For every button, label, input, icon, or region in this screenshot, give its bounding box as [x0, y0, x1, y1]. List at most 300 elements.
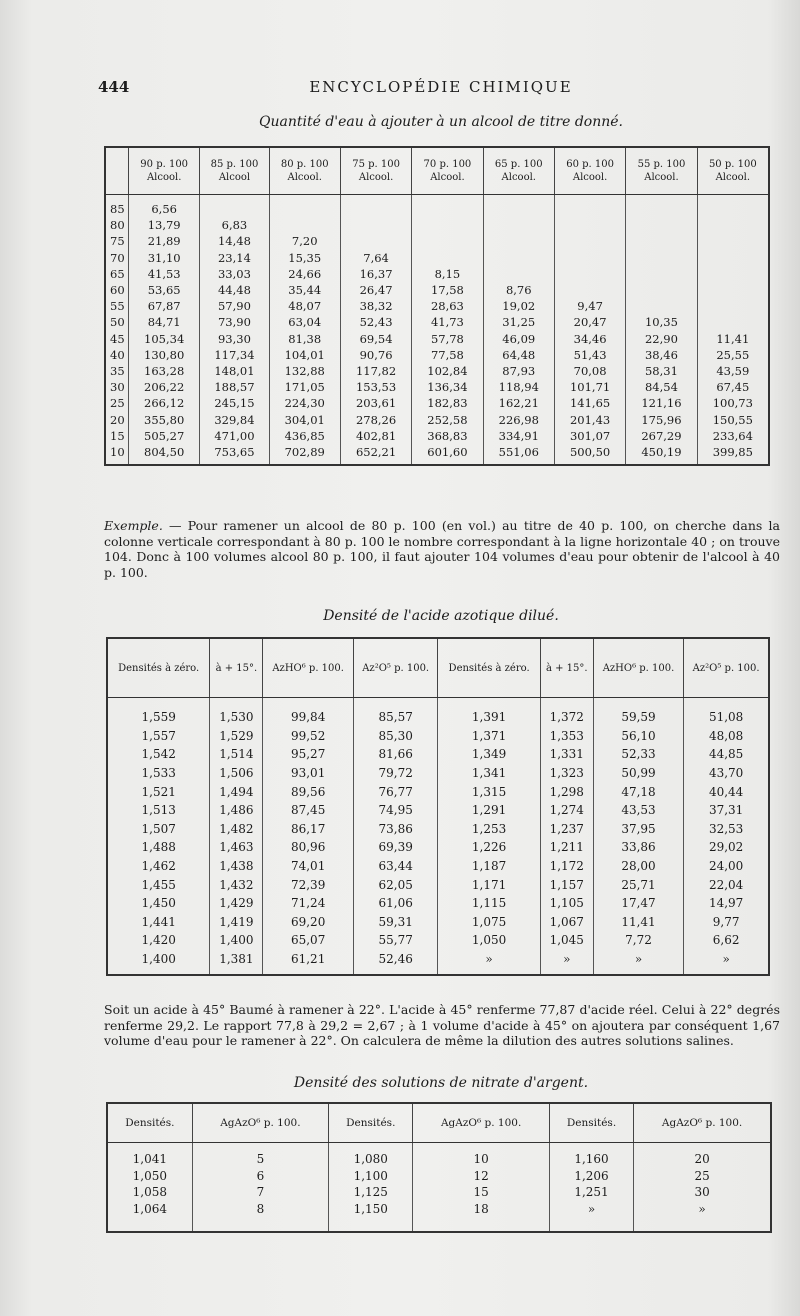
- table-cell: 9,77: [684, 913, 769, 932]
- table-cell: 201,43: [554, 411, 625, 427]
- table-cell: 30: [110, 380, 125, 395]
- table-row: [107, 1201, 771, 1233]
- table-cell: 148,01: [200, 363, 269, 379]
- table-cell: 1,513: [141, 803, 176, 818]
- dilution-paragraph: Soit un acide à 45° Baumé à ramener à 22°. L'acide à 45° renferme 77,87 d'acide réel. Celui à 22° degrés renferme 29,2. Le rapport 77,8 à 29,2 = 2,67 ; à 1 volume d'acide à 45° on ajoutera par conséquent 1,67 volume d'eau pour le ramener à 22°. On calculera de même la dilution des autres solutions salines.: [104, 1002, 780, 1049]
- table-cell: 753,65: [200, 444, 269, 465]
- table-cell: 25,55: [697, 347, 769, 363]
- table-cell: [626, 233, 697, 249]
- table-cell: »: [684, 950, 769, 976]
- table-cell: 1,450: [141, 896, 176, 911]
- table-cell: 40,44: [684, 782, 769, 801]
- table-cell: 206,22: [129, 379, 200, 395]
- table-cell: 171,05: [269, 379, 340, 395]
- table-cell: 1,045: [540, 931, 593, 950]
- table-cell: [697, 266, 769, 282]
- table-cell: [697, 314, 769, 330]
- table-row: [107, 1143, 771, 1168]
- table-cell: »: [634, 1201, 771, 1233]
- column-header: AzHO⁶ p. 100.: [593, 638, 683, 698]
- table-cell: 1,075: [438, 913, 540, 932]
- table-cell: [483, 195, 554, 218]
- table-cell: 50,99: [593, 764, 683, 783]
- table-cell: 551,06: [483, 444, 554, 465]
- table-cell: [483, 233, 554, 249]
- table-cell: [554, 266, 625, 282]
- table-cell: 121,16: [626, 395, 697, 411]
- table-cell: 1,274: [540, 801, 593, 820]
- table-cell: 1,157: [540, 875, 593, 894]
- table-cell: 1,372: [540, 698, 593, 727]
- table-cell: 35,44: [269, 282, 340, 298]
- table-cell: 11,41: [697, 331, 769, 347]
- table-cell: 1,050: [132, 1168, 168, 1183]
- table-cell: 7: [192, 1184, 328, 1201]
- table-cell: 63,44: [353, 857, 438, 876]
- table-cell: 1,050: [438, 931, 540, 950]
- table-cell: 55,77: [353, 931, 438, 950]
- table-cell: [200, 195, 269, 218]
- column-header: 90 p. 100 Alcool.: [129, 147, 200, 195]
- table-cell: 72,39: [263, 875, 353, 894]
- table-cell: 64,48: [483, 347, 554, 363]
- table-row: [107, 875, 769, 894]
- table-cell: 1,455: [141, 877, 176, 892]
- table-row: [105, 282, 769, 298]
- table-header-row: [107, 638, 769, 698]
- table-cell: 14,97: [684, 894, 769, 913]
- table-cell: »: [438, 950, 540, 976]
- table-cell: 182,83: [412, 395, 483, 411]
- table-cell: 28,00: [593, 857, 683, 876]
- table-cell: 1,400: [210, 931, 263, 950]
- table-cell: 55: [110, 299, 125, 314]
- example-text: — Pour ramener un alcool de 80 p. 100 (en vol.) au titre de 40 p. 100, on cherche dans la colonne verticale correspondant à 80 p. 100 le nombre correspondant à la ligne horizontale 40 ; on trouve 104. Donc à 100 volumes alcool 80 p. 100, il faut ajouter 104 volumes d'eau pour obtenir de l'alcool à 40 p. 100.: [104, 518, 780, 580]
- table-cell: 1,482: [210, 820, 263, 839]
- table-cell: 20: [110, 412, 125, 427]
- table-cell: 9,47: [554, 298, 625, 314]
- table-cell: 74,95: [353, 801, 438, 820]
- table-cell: 21,89: [129, 233, 200, 249]
- table-row: [107, 894, 769, 913]
- table-cell: 52,33: [593, 745, 683, 764]
- table-cell: 117,34: [200, 347, 269, 363]
- table-cell: 130,80: [129, 347, 200, 363]
- table-cell: 38,46: [626, 347, 697, 363]
- table-cell: 278,26: [340, 411, 411, 427]
- table-cell: 136,34: [412, 379, 483, 395]
- table-cell: 67,45: [697, 379, 769, 395]
- table-cell: 1,067: [540, 913, 593, 932]
- table-cell: 1,462: [141, 859, 176, 874]
- table-cell: [269, 195, 340, 218]
- table-cell: 20: [634, 1143, 771, 1168]
- table-cell: 56,10: [593, 727, 683, 746]
- column-header: AgAzO⁶ p. 100.: [192, 1103, 328, 1143]
- table2-caption: Densité de l'acide azotique dilué.: [323, 608, 559, 624]
- table-cell: 81,38: [269, 331, 340, 347]
- table-cell: [483, 217, 554, 233]
- table-cell: 266,12: [129, 395, 200, 411]
- table-row: [107, 727, 769, 746]
- table-cell: 93,01: [263, 764, 353, 783]
- column-header: Densités.: [329, 1103, 413, 1143]
- table-cell: 25: [110, 396, 125, 411]
- table-cell: 31,10: [129, 250, 200, 266]
- table-cell: 95,27: [263, 745, 353, 764]
- table-cell: 33,86: [593, 838, 683, 857]
- table-cell: 1,494: [210, 782, 263, 801]
- table-cell: 505,27: [129, 428, 200, 444]
- table-cell: 85,30: [353, 727, 438, 746]
- column-header: 60 p. 100 Alcool.: [554, 147, 625, 195]
- table-cell: 33,03: [200, 266, 269, 282]
- table-cell: 58,31: [626, 363, 697, 379]
- table-cell: [340, 195, 411, 218]
- table-cell: 43,70: [684, 764, 769, 783]
- table-cell: 6: [192, 1168, 328, 1185]
- table-cell: 226,98: [483, 411, 554, 427]
- table-cell: 8,76: [483, 282, 554, 298]
- table-cell: 500,50: [554, 444, 625, 465]
- table-cell: 15: [110, 428, 125, 443]
- column-header: 80 p. 100 Alcool.: [269, 147, 340, 195]
- column-header: à + 15°.: [210, 638, 263, 698]
- table-cell: 1,530: [210, 698, 263, 727]
- example-label: Exemple.: [104, 518, 163, 533]
- table-row: [105, 395, 769, 411]
- table-cell: 74,01: [263, 857, 353, 876]
- table-cell: 402,81: [340, 428, 411, 444]
- table-cell: 73,90: [200, 314, 269, 330]
- table-cell: [697, 282, 769, 298]
- table-row: [105, 217, 769, 233]
- table-cell: 69,54: [340, 331, 411, 347]
- column-header: 50 p. 100 Alcool.: [697, 147, 769, 195]
- table-cell: [626, 250, 697, 266]
- table-cell: 76,77: [353, 782, 438, 801]
- table-cell: 175,96: [626, 411, 697, 427]
- table-row: [107, 1168, 771, 1185]
- table-cell: 5: [192, 1143, 328, 1168]
- table-cell: 1,429: [210, 894, 263, 913]
- table-row: [105, 250, 769, 266]
- table-row: [107, 913, 769, 932]
- table-cell: 87,45: [263, 801, 353, 820]
- table-cell: 1,237: [540, 820, 593, 839]
- table-cell: 47,18: [593, 782, 683, 801]
- table-cell: 61,06: [353, 894, 438, 913]
- column-header: 65 p. 100 Alcool.: [483, 147, 554, 195]
- table-cell: 6,83: [200, 217, 269, 233]
- table-cell: 15,35: [269, 250, 340, 266]
- table-cell: [340, 233, 411, 249]
- table-cell: 252,58: [412, 411, 483, 427]
- table-cell: 93,30: [200, 331, 269, 347]
- table-cell: 267,29: [626, 428, 697, 444]
- table-cell: 57,78: [412, 331, 483, 347]
- table-cell: 67,87: [129, 298, 200, 314]
- table-cell: 245,15: [200, 395, 269, 411]
- table-cell: [412, 217, 483, 233]
- table-cell: 46,09: [483, 331, 554, 347]
- table-cell: [697, 298, 769, 314]
- column-header: Az²O⁵ p. 100.: [353, 638, 438, 698]
- table-cell: 43,53: [593, 801, 683, 820]
- table-cell: 7,72: [593, 931, 683, 950]
- table-cell: 132,88: [269, 363, 340, 379]
- column-header: Densités à zéro.: [438, 638, 540, 698]
- table-cell: 1,557: [141, 728, 176, 743]
- table-cell: [412, 195, 483, 218]
- table-cell: 1,391: [438, 698, 540, 727]
- table-cell: 118,94: [483, 379, 554, 395]
- table-cell: 1,323: [540, 764, 593, 783]
- table-cell: 25: [634, 1168, 771, 1185]
- table-cell: 31,25: [483, 314, 554, 330]
- table-cell: 1,441: [141, 914, 176, 929]
- table-row: [105, 347, 769, 363]
- table-row: [105, 379, 769, 395]
- table-cell: 399,85: [697, 444, 769, 465]
- table-cell: 1,514: [210, 745, 263, 764]
- column-header: Az²O⁵ p. 100.: [684, 638, 769, 698]
- table-row: [107, 1184, 771, 1201]
- table-cell: 163,28: [129, 363, 200, 379]
- table-cell: [412, 233, 483, 249]
- table-cell: 44,48: [200, 282, 269, 298]
- table-cell: [412, 250, 483, 266]
- table-cell: 1,211: [540, 838, 593, 857]
- table-cell: 652,21: [340, 444, 411, 465]
- table-cell: 80: [110, 218, 125, 233]
- table-cell: 15: [413, 1184, 549, 1201]
- table-cell: 29,02: [684, 838, 769, 857]
- table-cell: 45: [110, 331, 125, 346]
- table-cell: 41,73: [412, 314, 483, 330]
- table-cell: 48,08: [684, 727, 769, 746]
- table-cell: 1,100: [329, 1168, 413, 1185]
- table-cell: 69,39: [353, 838, 438, 857]
- table-cell: 57,90: [200, 298, 269, 314]
- table-cell: 355,80: [129, 411, 200, 427]
- table-cell: 141,65: [554, 395, 625, 411]
- table-cell: 70,08: [554, 363, 625, 379]
- table-cell: 23,14: [200, 250, 269, 266]
- table-cell: 471,00: [200, 428, 269, 444]
- table-cell: 51,08: [684, 698, 769, 727]
- table-cell: 65,07: [263, 931, 353, 950]
- table-cell: 53,65: [129, 282, 200, 298]
- table-cell: 44,85: [684, 745, 769, 764]
- column-header: AgAzO⁶ p. 100.: [634, 1103, 771, 1143]
- table-row: [105, 363, 769, 379]
- table-cell: 1,331: [540, 745, 593, 764]
- table-cell: [554, 217, 625, 233]
- table-cell: 37,31: [684, 801, 769, 820]
- table-cell: 1,463: [210, 838, 263, 857]
- table-cell: 16,37: [340, 266, 411, 282]
- table-header-row: [107, 1103, 771, 1143]
- table-cell: 22,04: [684, 875, 769, 894]
- table-cell: 90,76: [340, 347, 411, 363]
- table-row: [105, 428, 769, 444]
- table-cell: 14,48: [200, 233, 269, 249]
- table-cell: »: [593, 950, 683, 976]
- table-cell: »: [549, 1201, 633, 1233]
- table-cell: [697, 217, 769, 233]
- table-cell: 10,35: [626, 314, 697, 330]
- table-cell: [483, 250, 554, 266]
- table-cell: 1,315: [438, 782, 540, 801]
- table-cell: 40: [110, 347, 125, 362]
- table-cell: 11,41: [593, 913, 683, 932]
- table-cell: 224,30: [269, 395, 340, 411]
- table-row: [105, 266, 769, 282]
- table-cell: 1,160: [549, 1143, 633, 1168]
- table-row: [105, 411, 769, 427]
- table-cell: 84,54: [626, 379, 697, 395]
- table-cell: 85,57: [353, 698, 438, 727]
- table-row: [105, 444, 769, 465]
- page-header: [96, 78, 786, 98]
- table-cell: 77,58: [412, 347, 483, 363]
- table-cell: 1,105: [540, 894, 593, 913]
- table-cell: 102,84: [412, 363, 483, 379]
- table-cell: [554, 282, 625, 298]
- table-cell: 71,24: [263, 894, 353, 913]
- table-cell: 50: [110, 315, 125, 330]
- table-cell: 804,50: [129, 444, 200, 465]
- table-cell: 32,53: [684, 820, 769, 839]
- table-cell: 1,064: [132, 1201, 168, 1216]
- table-cell: »: [540, 950, 593, 976]
- table-cell: 62,05: [353, 875, 438, 894]
- table-row: [107, 698, 769, 727]
- table-cell: 81,66: [353, 745, 438, 764]
- table-cell: [483, 266, 554, 282]
- table-row: [107, 820, 769, 839]
- table-cell: 37,95: [593, 820, 683, 839]
- table-cell: 20,47: [554, 314, 625, 330]
- table-row: [107, 857, 769, 876]
- table1-caption: Quantité d'eau à ajouter à un alcool de titre donné.: [259, 114, 623, 130]
- table-cell: [626, 266, 697, 282]
- table-cell: 702,89: [269, 444, 340, 465]
- table-cell: [340, 217, 411, 233]
- table-cell: 1,529: [210, 727, 263, 746]
- table-cell: 233,64: [697, 428, 769, 444]
- table-cell: 41,53: [129, 266, 200, 282]
- table-cell: 601,60: [412, 444, 483, 465]
- table-cell: 43,59: [697, 363, 769, 379]
- table-cell: 25,71: [593, 875, 683, 894]
- table-cell: 1,206: [549, 1168, 633, 1185]
- table-cell: 117,82: [340, 363, 411, 379]
- table-cell: 30: [634, 1184, 771, 1201]
- table-cell: 75: [110, 234, 125, 249]
- table-cell: 48,07: [269, 298, 340, 314]
- table-cell: 1,438: [210, 857, 263, 876]
- table-cell: 52,46: [353, 950, 438, 976]
- table-cell: 1,559: [141, 710, 176, 725]
- table3-caption: Densité des solutions de nitrate d'argent.: [293, 1075, 589, 1091]
- table-cell: 38,32: [340, 298, 411, 314]
- table-cell: 301,07: [554, 428, 625, 444]
- table-cell: 1,488: [141, 840, 176, 855]
- table-cell: 203,61: [340, 395, 411, 411]
- table-row: [107, 782, 769, 801]
- table-cell: 1,150: [329, 1201, 413, 1233]
- table-cell: 1,419: [210, 913, 263, 932]
- table-cell: [697, 233, 769, 249]
- table-cell: 10: [413, 1143, 549, 1168]
- column-header: Densités à zéro.: [107, 638, 210, 698]
- table-row: [107, 931, 769, 950]
- column-header: [105, 147, 129, 195]
- page-number: 444: [98, 78, 130, 96]
- table-cell: 6,56: [129, 195, 200, 218]
- table-cell: [626, 195, 697, 218]
- table-cell: 89,56: [263, 782, 353, 801]
- table-cell: 101,71: [554, 379, 625, 395]
- table-cell: 1,125: [329, 1184, 413, 1201]
- table-row: [105, 331, 769, 347]
- table-row: [105, 314, 769, 330]
- table-row: [107, 801, 769, 820]
- table-cell: 450,19: [626, 444, 697, 465]
- table-cell: 436,85: [269, 428, 340, 444]
- table-cell: 162,21: [483, 395, 554, 411]
- column-header: Densités.: [549, 1103, 633, 1143]
- table-cell: 1,080: [329, 1143, 413, 1168]
- table-cell: 28,63: [412, 298, 483, 314]
- column-header: 75 p. 100 Alcool.: [340, 147, 411, 195]
- table-cell: 7,20: [269, 233, 340, 249]
- table-cell: 7,64: [340, 250, 411, 266]
- table-cell: 17,58: [412, 282, 483, 298]
- table-cell: [554, 233, 625, 249]
- table-cell: 1,533: [141, 766, 176, 781]
- table-cell: 1,542: [141, 747, 176, 762]
- table-cell: 59,59: [593, 698, 683, 727]
- table-row: [105, 195, 769, 218]
- table-cell: 1,187: [438, 857, 540, 876]
- table-cell: 51,43: [554, 347, 625, 363]
- table-cell: 18: [413, 1201, 549, 1233]
- table-cell: 1,253: [438, 820, 540, 839]
- table-cell: 1,041: [132, 1152, 168, 1167]
- table-cell: 59,31: [353, 913, 438, 932]
- table-cell: 12: [413, 1168, 549, 1185]
- table-cell: 304,01: [269, 411, 340, 427]
- table-cell: 1,349: [438, 745, 540, 764]
- table-cell: [697, 250, 769, 266]
- table-cell: 79,72: [353, 764, 438, 783]
- table-cell: 19,02: [483, 298, 554, 314]
- table-cell: 26,47: [340, 282, 411, 298]
- table-cell: 1,381: [210, 950, 263, 976]
- table-row: [107, 838, 769, 857]
- table-cell: 150,55: [697, 411, 769, 427]
- table-header-row: [105, 147, 769, 195]
- table-cell: [626, 298, 697, 314]
- table-cell: 1,371: [438, 727, 540, 746]
- table-row: [107, 764, 769, 783]
- table-cell: 60: [110, 283, 125, 298]
- table-cell: [697, 195, 769, 218]
- table-cell: 105,34: [129, 331, 200, 347]
